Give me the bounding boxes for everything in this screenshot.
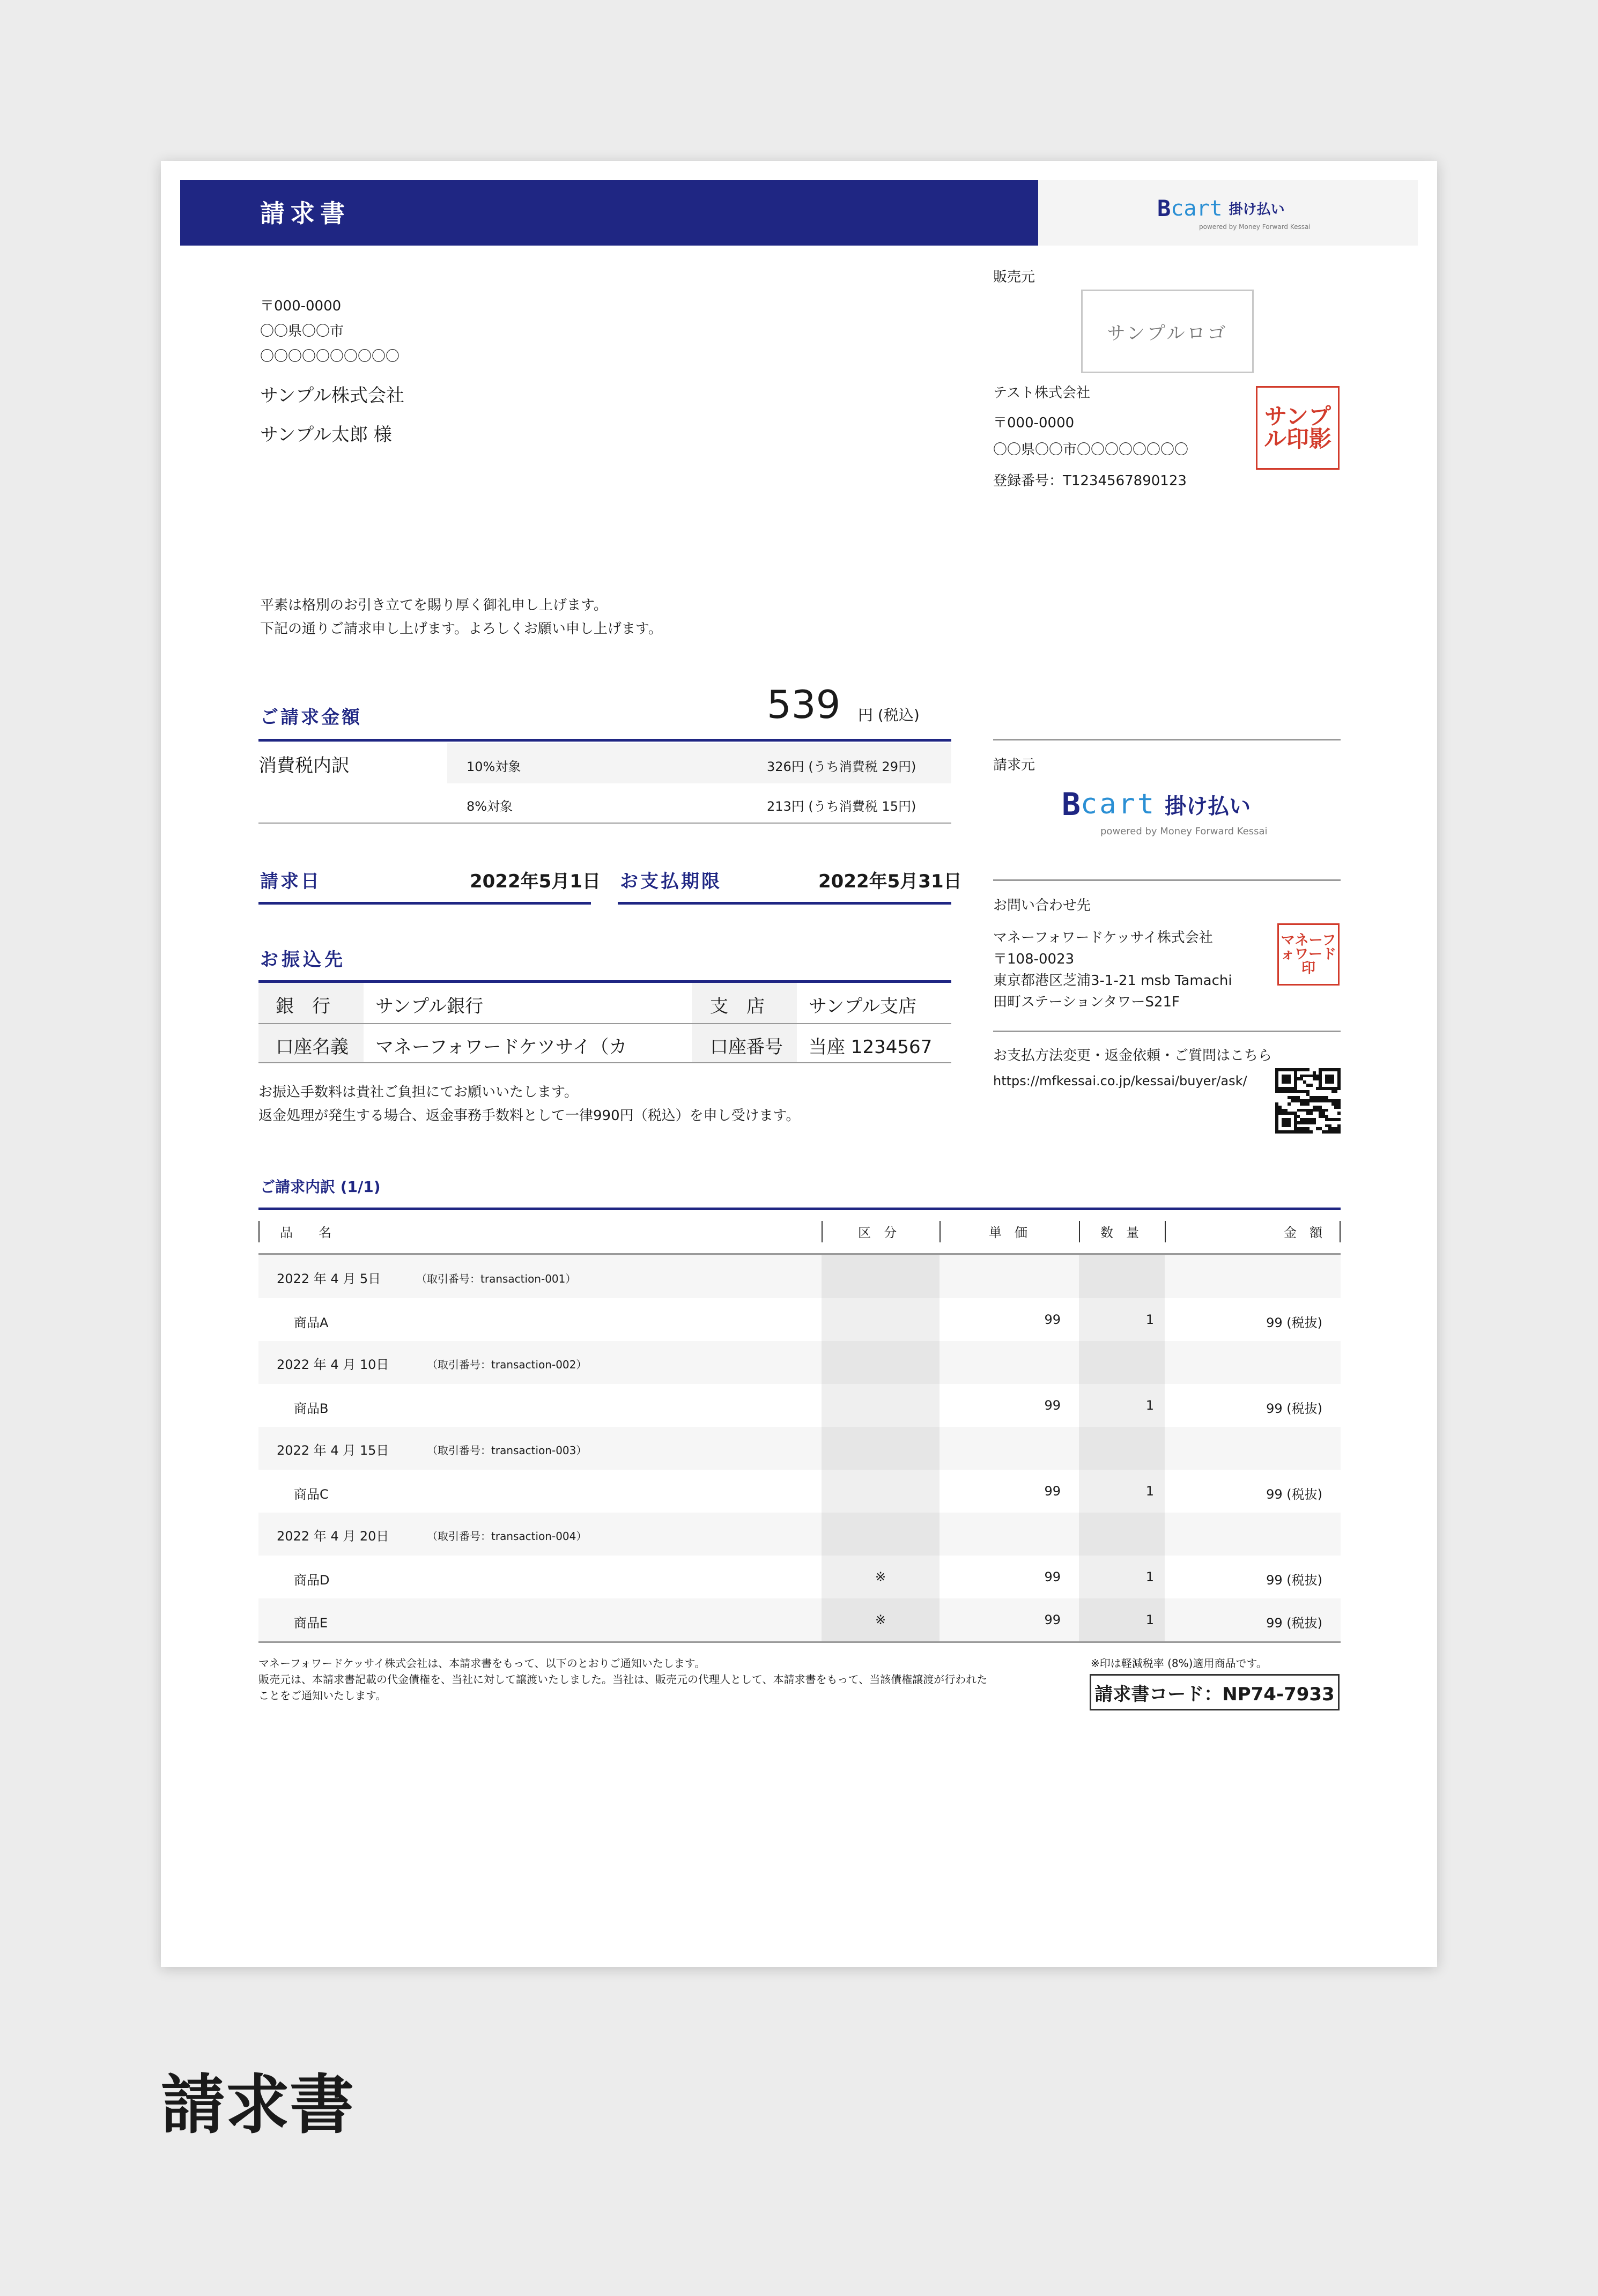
footer-note-2: 販売元は、本請求書記載の代金債権を、当社に対して譲渡いたしました。当社は、販売元の代理人として、本請求書をもって、当該債権譲渡が行われた — [258, 1673, 988, 1686]
amount-underline — [258, 739, 951, 742]
billing-label: 請求元 — [993, 757, 1035, 773]
amount-value: 539 — [767, 682, 841, 727]
invoice-date-underline — [258, 902, 591, 905]
tax-divider — [258, 823, 951, 824]
seller-company: テスト株式会社 — [993, 385, 1090, 401]
support-url[interactable]: https://mfkessai.co.jp/kessai/buyer/ask/ — [993, 1073, 1247, 1088]
row-unit-price: 99 — [1044, 1569, 1061, 1584]
bcart-logo-cart: cart — [1171, 196, 1223, 221]
bcart-logo — [1157, 195, 1285, 221]
bcart-logo-kakebarai: 掛け払い — [1229, 202, 1285, 218]
footer-note-1: マネーフォワードケッサイ株式会社は、本請求書をもって、以下のとおりご通知いたします。 — [258, 1657, 706, 1670]
bank-name: サンプル銀行 — [375, 996, 483, 1017]
contact-label: お問い合わせ先 — [993, 898, 1091, 914]
branch-label: 支 店 — [710, 996, 765, 1017]
details-header-row — [258, 1210, 1341, 1255]
row-date: 2022 年 4 月 10日 — [277, 1357, 389, 1372]
page-caption: 請求書 — [161, 2068, 354, 2143]
billing-bcart-cart: cart — [1080, 788, 1157, 820]
row-unit-price: 99 — [1044, 1398, 1061, 1413]
billing-top-line — [993, 739, 1341, 740]
seller-registration-number: 登録番号：T1234567890123 — [993, 473, 1187, 489]
col-sep-3 — [1079, 1221, 1080, 1242]
seller-label: 販売元 — [993, 269, 1035, 285]
invoice-date: 2022年5月1日 — [470, 871, 601, 892]
billing-bottom-line — [993, 1031, 1341, 1032]
row-category: ※ — [875, 1569, 886, 1584]
change-label: お支払方法変更・返金依頼・ご質問はこちら — [993, 1048, 1273, 1064]
row-transaction-id: （取引番号：transaction-002） — [427, 1358, 587, 1371]
bank-bottom-line — [258, 1062, 951, 1063]
due-date-underline — [618, 902, 951, 905]
row-unit-price: 99 — [1044, 1312, 1061, 1327]
invoice-paper — [161, 161, 1437, 1967]
details-rows — [258, 1255, 1341, 1641]
row-date: 2022 年 4 月 20日 — [277, 1529, 389, 1544]
tax-10-rate: 10%対象 — [467, 759, 521, 774]
row-amount: 99 (税抜) — [1266, 1573, 1322, 1588]
row-amount: 99 (税抜) — [1266, 1616, 1322, 1631]
account-holder: マネーフォワードケツサイ（カ — [375, 1036, 627, 1058]
tax-label: 消費税内訳 — [258, 755, 350, 776]
billing-bcart-b: B — [1062, 786, 1081, 823]
row-item-name: 商品A — [294, 1315, 329, 1330]
bcart-powered: powered by Money Forward Kessai — [1199, 223, 1311, 231]
recipient-address: 〇〇〇〇〇〇〇〇〇〇 — [260, 349, 400, 365]
account-holder-label: 口座名義 — [276, 1036, 349, 1058]
invoice-date-label: 請求日 — [260, 871, 321, 892]
greeting-line-2: 下記の通りご請求申し上げます。よろしくお願い申し上げます。 — [260, 621, 662, 637]
recipient-company: サンプル株式会社 — [260, 385, 404, 406]
qr-code[interactable] — [1275, 1068, 1341, 1134]
details-date-row — [258, 1513, 1341, 1556]
seller-logo-placeholder: サンプルロゴ — [1081, 290, 1254, 373]
bank-row-divider — [258, 1023, 951, 1024]
contact-address-1: 東京都港区芝浦3-1-21 msb Tamachi — [993, 973, 1232, 989]
due-date: 2022年5月31日 — [818, 871, 962, 892]
branch-name: サンプル支店 — [809, 996, 916, 1017]
details-bottom-line — [258, 1641, 1341, 1643]
bcart-logo-b: B — [1157, 195, 1171, 221]
bank-section-label: お振込先 — [260, 949, 346, 971]
invoice-code: 請求書コード：NP74-7933 — [1090, 1674, 1340, 1710]
row-amount: 99 (税抜) — [1266, 1315, 1322, 1330]
row-category: ※ — [875, 1612, 886, 1627]
col-sep-0 — [258, 1221, 260, 1242]
billing-bcart-powered: powered by Money Forward Kessai — [1100, 826, 1268, 837]
row-date: 2022 年 4 月 5日 — [277, 1271, 381, 1286]
col-header-qty: 数 量 — [1100, 1225, 1139, 1240]
billing-bcart-kakebarai: 掛け払い — [1165, 794, 1251, 819]
details-item-row — [258, 1298, 1341, 1341]
details-item-row — [258, 1598, 1341, 1641]
details-item-row — [258, 1384, 1341, 1427]
row-quantity: 1 — [1145, 1569, 1154, 1584]
billing-mid-line — [993, 879, 1341, 881]
details-label: ご請求内訳 (1/1) — [260, 1178, 381, 1196]
contact-company: マネーフォワードケッサイ株式会社 — [993, 930, 1213, 946]
contact-postal: 〒108-0023 — [993, 951, 1075, 967]
row-item-name: 商品C — [294, 1487, 329, 1502]
recipient-pref: 〇〇県〇〇市 — [260, 323, 344, 339]
row-quantity: 1 — [1145, 1398, 1154, 1413]
row-date: 2022 年 4 月 15日 — [277, 1443, 389, 1458]
col-sep-2 — [939, 1221, 941, 1242]
row-transaction-id: （取引番号：transaction-001） — [416, 1272, 576, 1285]
col-header-name: 品 名 — [280, 1225, 331, 1240]
details-item-row — [258, 1556, 1341, 1598]
row-amount: 99 (税抜) — [1266, 1487, 1322, 1502]
col-header-price: 単 価 — [989, 1225, 1027, 1240]
billing-seal: マネーフォワード印 — [1277, 923, 1340, 986]
greeting-line-1: 平素は格別のお引き立てを賜り厚く御礼申し上げます。 — [260, 597, 608, 613]
row-amount: 99 (税抜) — [1266, 1401, 1322, 1416]
account-number-label: 口座番号 — [710, 1036, 783, 1058]
bank-name-label: 銀 行 — [276, 996, 330, 1017]
bank-table — [258, 983, 951, 1063]
account-number: 当座 1234567 — [809, 1036, 933, 1058]
amount-unit: 円 (税込) — [858, 706, 920, 724]
col-header-category: 区 分 — [858, 1225, 897, 1240]
amount-label: ご請求金額 — [260, 707, 362, 728]
contact-address-2: 田町ステーションタワーS21F — [993, 994, 1180, 1010]
seller-seal: サンプル印影 — [1256, 386, 1340, 470]
row-item-name: 商品D — [294, 1573, 330, 1588]
row-unit-price: 99 — [1044, 1484, 1061, 1499]
seller-address: 〇〇県〇〇市〇〇〇〇〇〇〇〇 — [993, 442, 1189, 458]
tax-8-rate: 8%対象 — [467, 799, 513, 814]
col-sep-5 — [1340, 1221, 1341, 1242]
details-item-row — [258, 1470, 1341, 1513]
row-quantity: 1 — [1145, 1612, 1154, 1627]
billing-bcart-logo — [1062, 786, 1251, 823]
tax-8-amount: 213円 (うち消費税 15円) — [767, 799, 916, 814]
bank-note-1: お振込手数料は貴社ご負担にてお願いいたします。 — [258, 1084, 578, 1100]
header-logo-area — [1038, 180, 1418, 246]
row-item-name: 商品B — [294, 1401, 329, 1416]
bank-note-2: 返金処理が発生する場合、返金事務手数料として一律990円（税込）を申し受けます。 — [258, 1108, 800, 1124]
row-transaction-id: （取引番号：transaction-004） — [427, 1530, 587, 1543]
header-title: 請求書 — [260, 199, 350, 228]
row-item-name: 商品E — [294, 1616, 328, 1631]
row-quantity: 1 — [1145, 1484, 1154, 1499]
footer-note-3: ことをご通知いたします。 — [258, 1689, 387, 1702]
recipient-postal: 〒000-0000 — [260, 298, 342, 314]
due-date-label: お支払期限 — [620, 871, 722, 892]
col-sep-1 — [822, 1221, 823, 1242]
details-date-row — [258, 1255, 1341, 1298]
row-quantity: 1 — [1145, 1312, 1154, 1327]
details-date-row — [258, 1341, 1341, 1384]
tax-10-amount: 326円 (うち消費税 29円) — [767, 759, 916, 774]
row-unit-price: 99 — [1044, 1612, 1061, 1627]
seller-postal: 〒000-0000 — [993, 415, 1075, 431]
reduced-tax-note: ※印は軽減税率 (8%)適用商品です。 — [1091, 1657, 1267, 1670]
details-date-row — [258, 1427, 1341, 1470]
col-header-amount: 金 額 — [1284, 1225, 1322, 1240]
row-transaction-id: （取引番号：transaction-003） — [427, 1444, 587, 1457]
col-sep-4 — [1165, 1221, 1166, 1242]
recipient-person: サンプル太郎 様 — [260, 424, 392, 446]
